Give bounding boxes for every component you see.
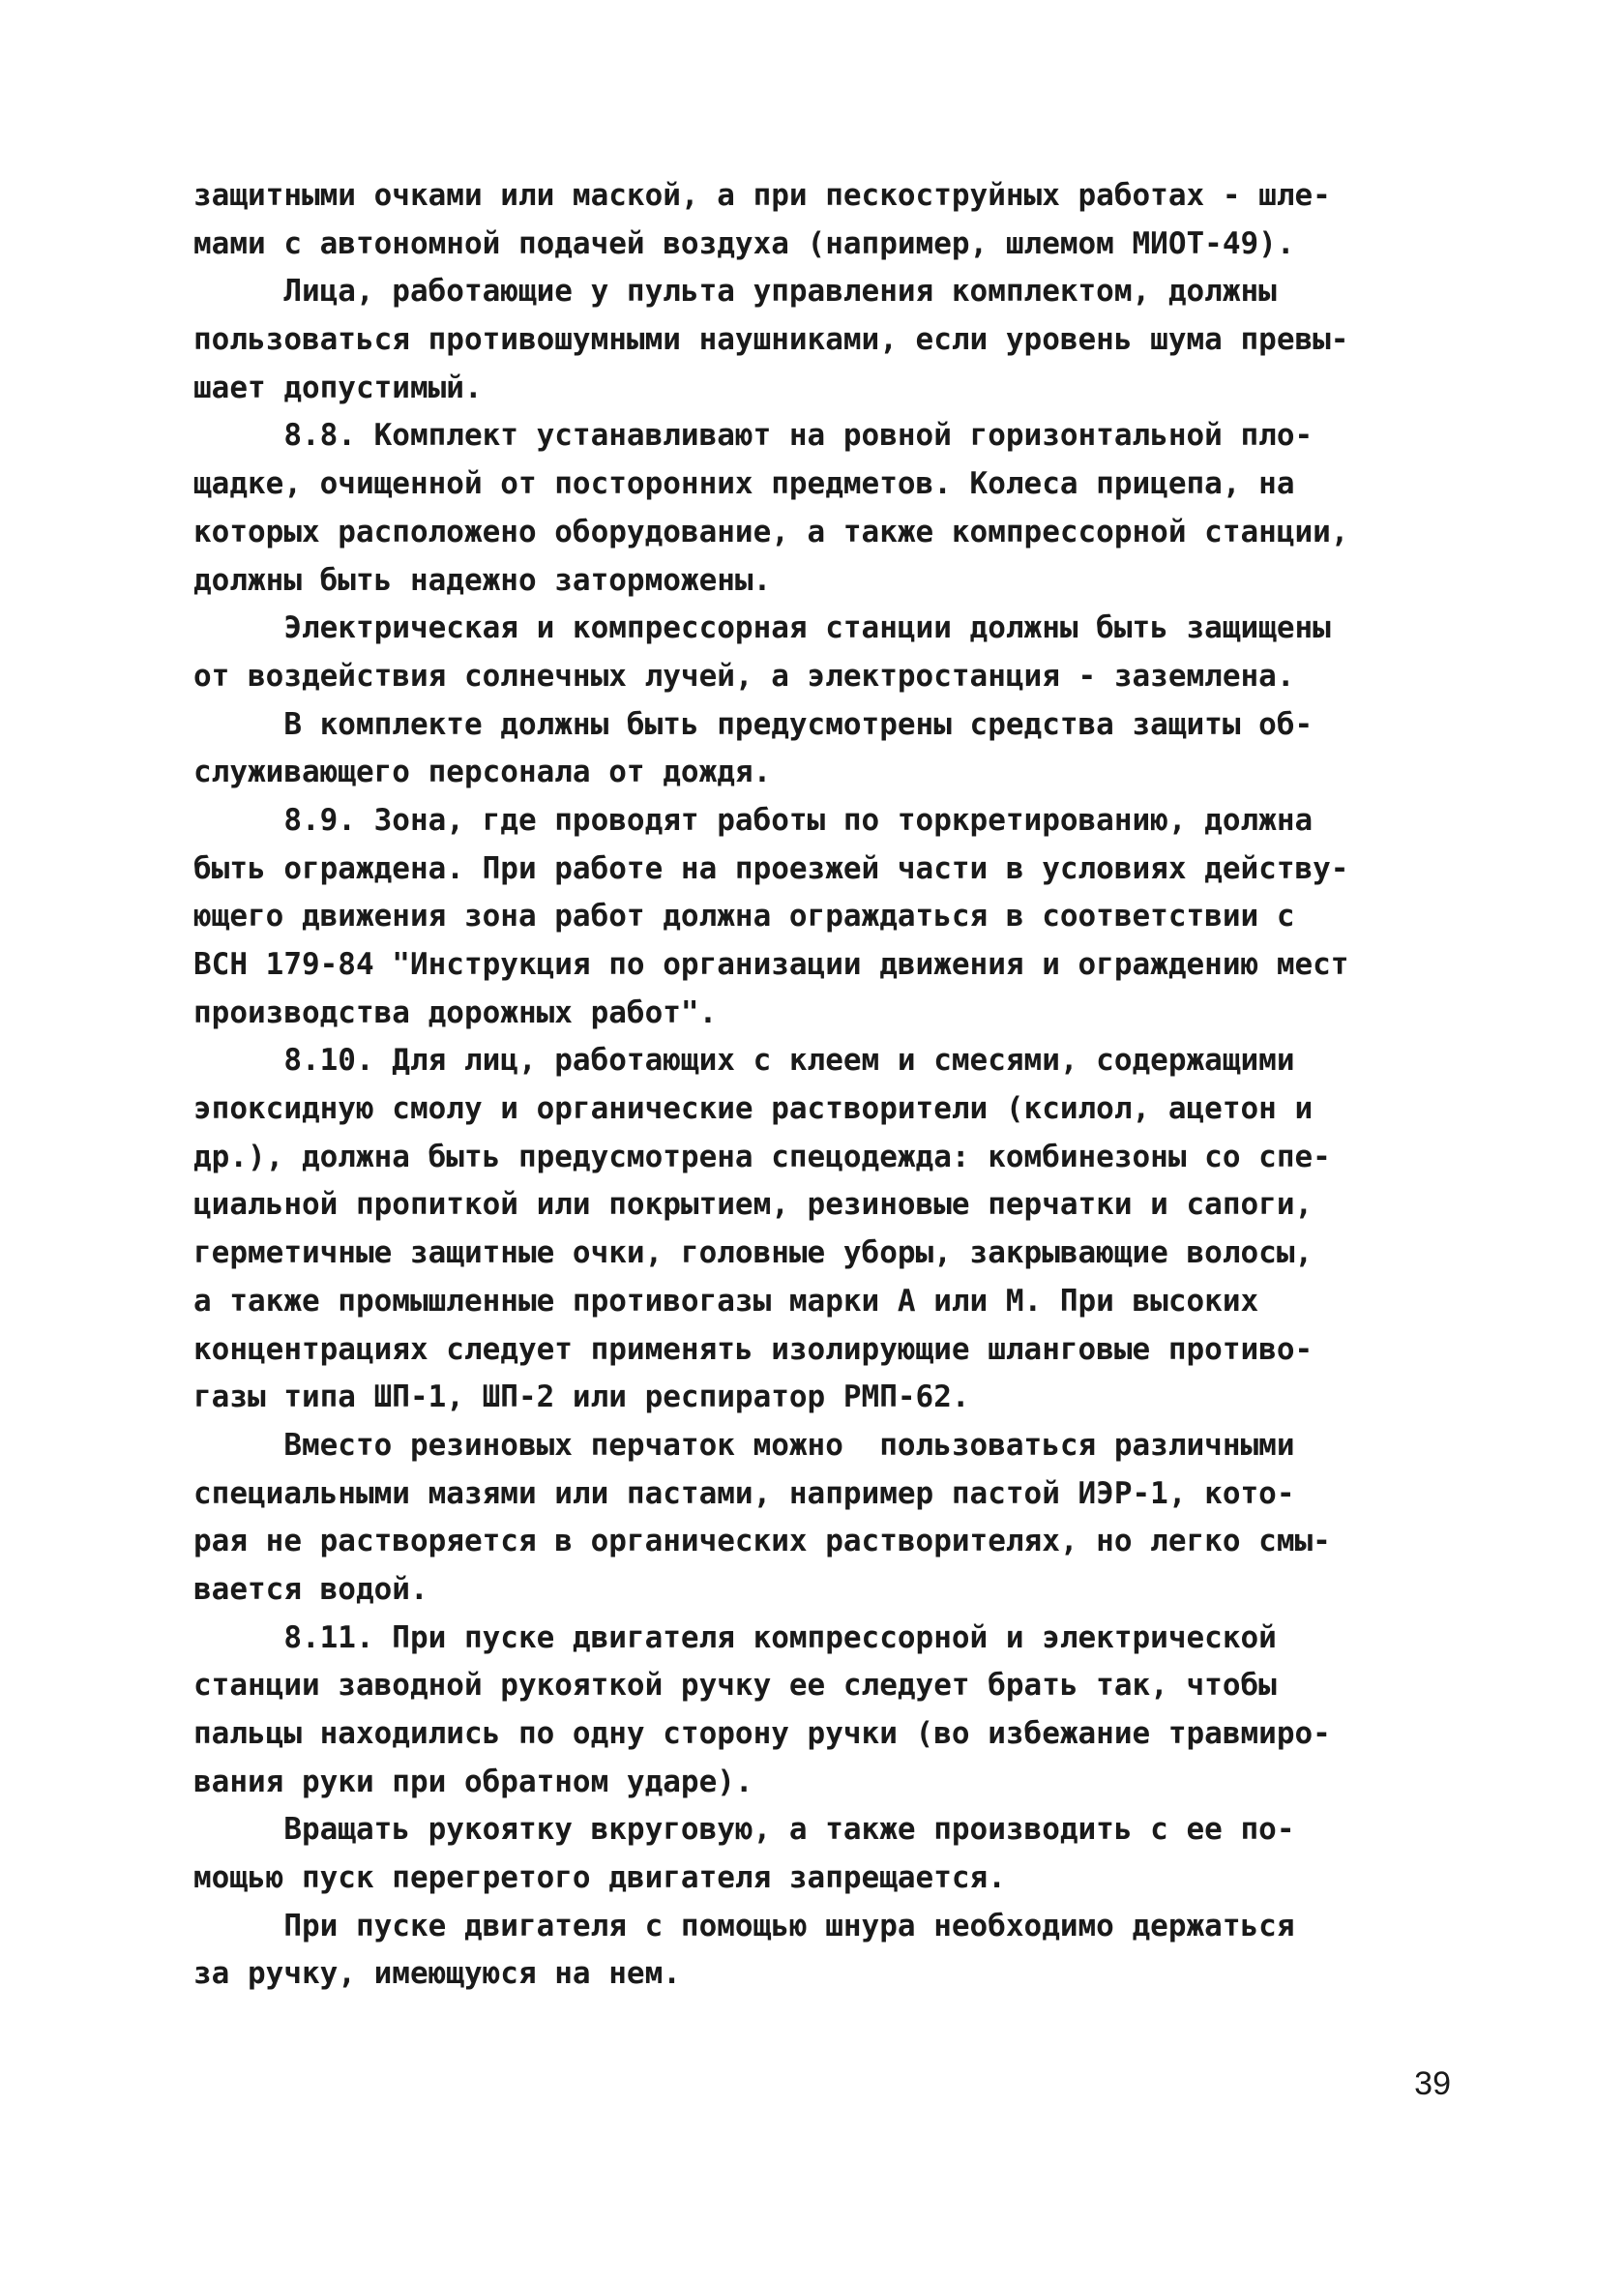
text-line: должны быть надежно заторможены. [193,562,772,598]
text-line: эпоксидную смолу и органические растворители (ксилол, ацетон и [193,1091,1314,1127]
text-line: др.), должна быть предусмотрена спецодежда: комбинезоны со спе- [193,1139,1331,1174]
text-line: щадке, очищенной от посторонних предметов. Колеса прицепа, на [193,466,1295,502]
text-line: 8.11. При пуске двигателя компрессорной и электрической [193,1619,1277,1655]
text-line: газы типа ШП-1, ШП-2 или респиратор РМП-62. [193,1379,970,1415]
text-line: защитными очками или маской, а при пескоструйных работах - шле- [193,178,1331,213]
text-line: от воздействия солнечных лучей, а электростанция - заземлена. [193,658,1295,694]
text-line: 8.9. Зона, где проводят работы по торкретированию, должна [193,802,1314,838]
text-line: 8.10. Для лиц, работающих с клеем и смесями, содержащими [193,1043,1295,1079]
text-line: мощью пуск перегретого двигателя запрещается. [193,1860,1006,1896]
text-line: за ручку, имеющуюся на нем. [193,1956,681,1992]
page-number: 39 [1414,2065,1451,2102]
text-line: станции заводной рукояткой ручку ее следует брать так, чтобы [193,1668,1277,1704]
text-line: При пуске двигателя с помощью шнура необходимо держаться [193,1908,1295,1943]
text-line: Вместо резиновых перчаток можно пользоваться различными [193,1427,1295,1463]
text-line: производства дорожных работ". [193,994,718,1030]
text-line: вается водой. [193,1571,428,1607]
text-line: служивающего персонала от дождя. [193,755,772,790]
text-line: концентрациях следует применять изолирующие шланговые противо- [193,1331,1314,1367]
text-line: мами с автономной подачей воздуха (например, шлемом МИОТ-49). [193,225,1295,261]
text-line: ВСН 179-84 "Инструкция по организации движения и ограждению мест [193,947,1349,982]
text-line: рая не растворяется в органических растворителях, но легко смы- [193,1524,1331,1559]
text-line: пользоваться противошумными наушниками, если уровень шума превы- [193,322,1349,358]
body-text [193,172,1451,1999]
text-line: пальцы находились по одну сторону ручки (во избежание травмиро- [193,1716,1331,1751]
text-line: быть ограждена. При работе на проезжей части в условиях действу- [193,850,1349,886]
text-line: В комплекте должны быть предусмотрены средства защиты об- [193,706,1314,742]
text-line: циальной пропиткой или покрытием, резиновые перчатки и сапоги, [193,1187,1314,1223]
text-line: шает допустимый. [193,370,483,405]
text-line: а также промышленные противогазы марки А или М. При высоких [193,1283,1259,1319]
text-line: Электрическая и компрессорная станции должны быть защищены [193,610,1331,646]
text-line: Лица, работающие у пульта управления комплектом, должны [193,274,1277,310]
text-line: герметичные защитные очки, головные уборы, закрывающие волосы, [193,1235,1314,1271]
text-line: Вращать рукоятку вкруговую, а также производить с ее по- [193,1812,1295,1848]
text-line: 8.8. Комплект устанавливают на ровной горизонтальной пло- [193,418,1314,454]
text-line: вания руки при обратном ударе). [193,1764,753,1799]
text-line: специальными мазями или пастами, например пастой ИЭР-1, кото- [193,1475,1295,1511]
text-line: ющего движения зона работ должна ограждаться в соответствии с [193,899,1295,934]
text-line: которых расположено оборудование, а также компрессорной станции, [193,514,1349,549]
